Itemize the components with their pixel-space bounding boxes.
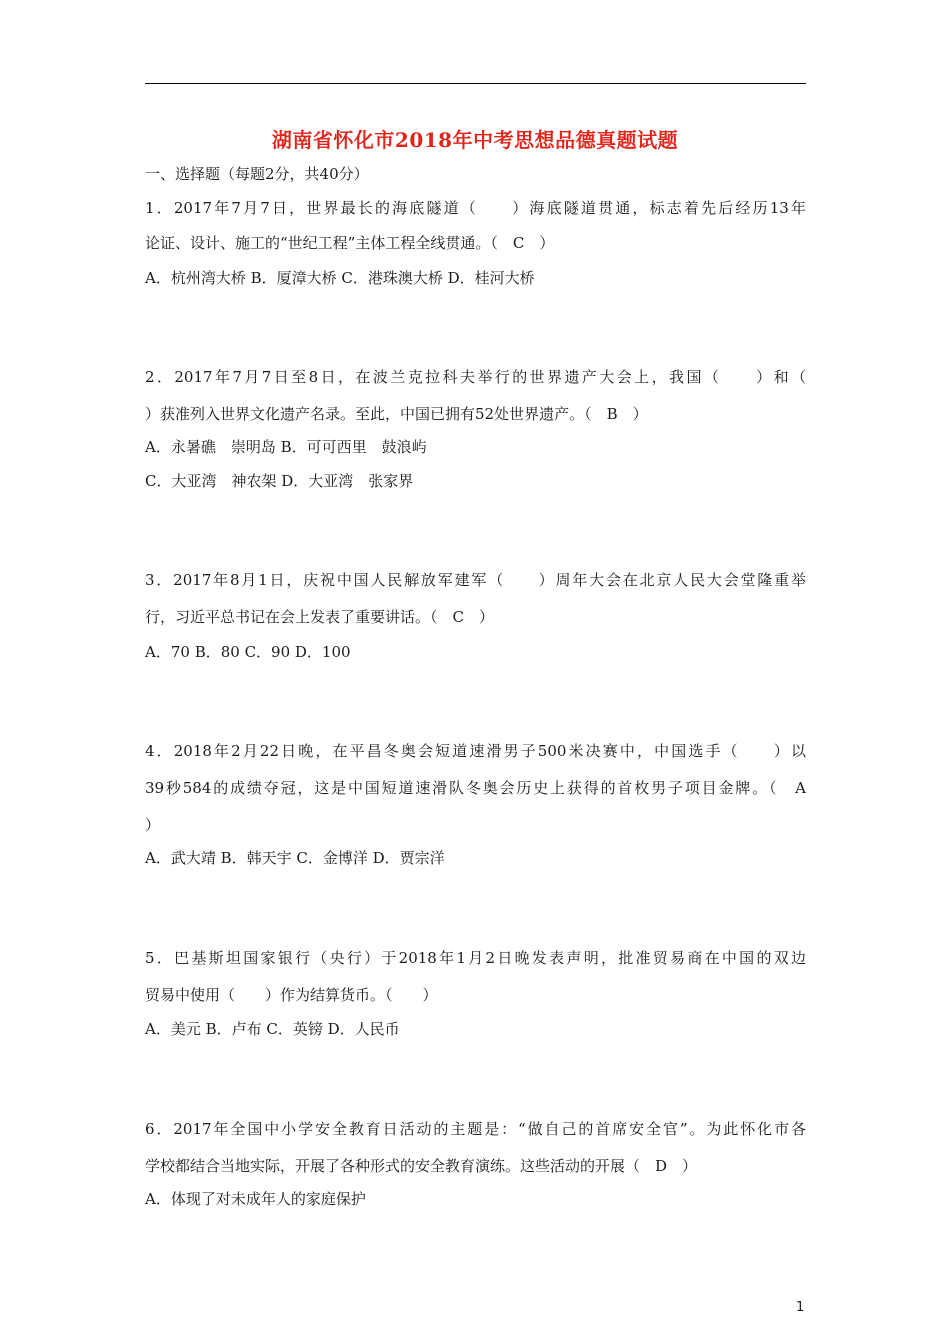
question-3-stem-line-1: 3．2017年8月1日，庆祝中国人民解放军建军（ ）周年大会在北京人民大会堂隆重举 xyxy=(145,571,806,589)
question-2-options-line-1: A．永暑礁 崇明岛 B．可可西里 鼓浪屿 xyxy=(145,438,427,456)
question-4-stem-line-1: 4．2018年2月22日晚，在平昌冬奥会短道速滑男子500米决赛中，中国选手（ ）以 xyxy=(145,742,806,760)
question-3-options: A．70 B．80 C．90 D．100 xyxy=(145,643,351,661)
question-5-stem-line-1: 5．巴基斯坦国家银行（央行）于2018年1月2日晚发表声明，批准贸易商在中国的双边 xyxy=(145,949,806,967)
question-6-stem-line-2: 学校都结合当地实际，开展了各种形式的安全教育演练。这些活动的开展（ D ） xyxy=(145,1157,698,1175)
question-4-stem-line-2: 39秒584的成绩夺冠，这是中国短道速滑队冬奥会历史上获得的首枚男子项目金牌。（ A xyxy=(145,779,806,797)
question-6-stem-line-1: 6．2017年全国中小学安全教育日活动的主题是：“做自己的首席安全官”。为此怀化市各 xyxy=(145,1120,806,1138)
question-6-option-a: A．体现了对未成年人的家庭保护 xyxy=(145,1190,366,1208)
document-title: 湖南省怀化市2018年中考思想品德真题试题 xyxy=(271,128,679,152)
question-3-stem-line-2: 行，习近平总书记在会上发表了重要讲话。（ C ） xyxy=(145,608,494,626)
section-heading: 一、选择题（每题2分，共40分） xyxy=(145,165,369,183)
question-2-stem-line-2: ）获准列入世界文化遗产名录。至此，中国已拥有52处世界遗产。（ B ） xyxy=(145,405,648,423)
page-number: 1 xyxy=(796,1300,805,1315)
question-5-options: A．美元 B．卢布 C．英镑 D．人民币 xyxy=(145,1020,400,1038)
question-5-stem-line-2: 贸易中使用（ ）作为结算货币。（ ） xyxy=(145,986,438,1004)
header-rule xyxy=(145,83,806,84)
question-2-options-line-2: C．大亚湾 神农架 D．大亚湾 张家界 xyxy=(145,472,414,490)
question-1-options: A．杭州湾大桥 B．厦漳大桥 C．港珠澳大桥 D．桂河大桥 xyxy=(145,269,535,287)
question-2-stem-line-1: 2．2017年7月7日至8日，在波兰克拉科夫举行的世界遗产大会上，我国（ ）和（ xyxy=(145,368,806,386)
question-1-stem-line-2: 论证、设计、施工的“世纪工程”主体工程全线贯通。（ C ） xyxy=(145,234,555,252)
question-4-stem-line-3: ） xyxy=(145,816,161,834)
question-1-stem-line-1: 1．2017年7月7日，世界最长的海底隧道（ ）海底隧道贯通，标志着先后经历13年 xyxy=(145,199,806,217)
question-4-options: A．武大靖 B．韩天宇 C．金博洋 D．贾宗洋 xyxy=(145,849,445,867)
